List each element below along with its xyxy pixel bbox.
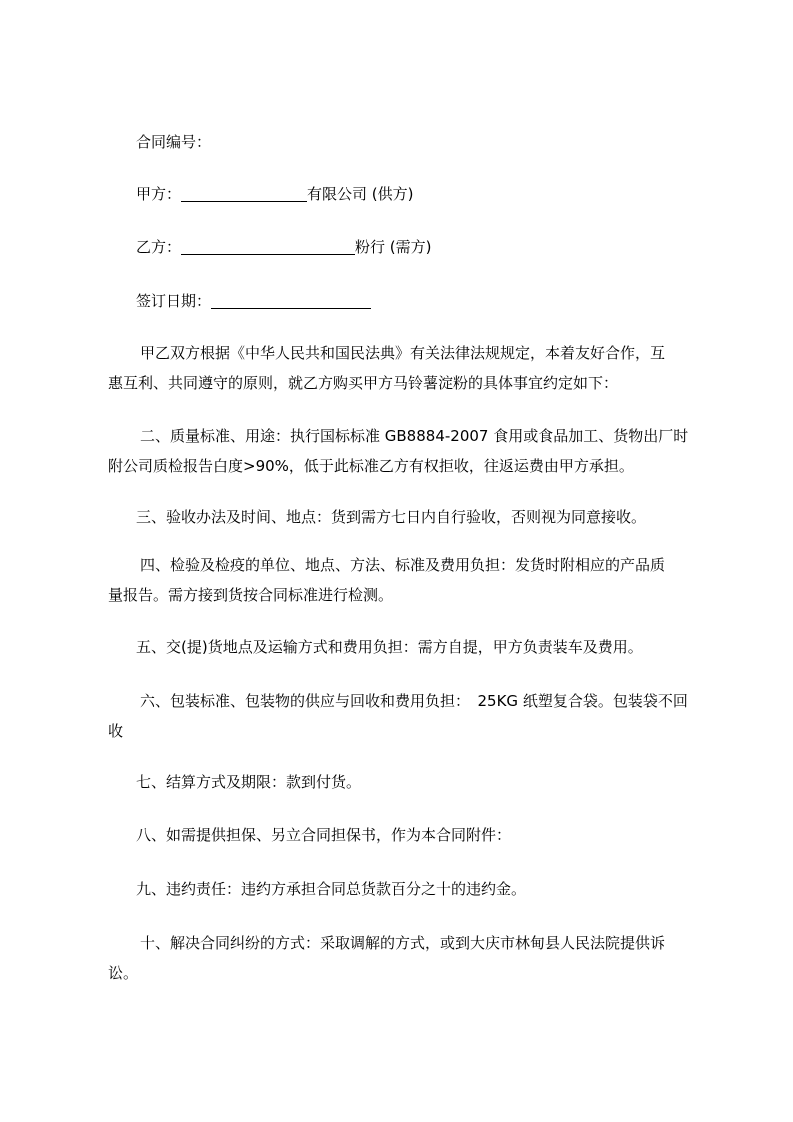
clause-7-line-1: 七、结算方式及期限：款到付货。 — [136, 773, 362, 791]
clause-4-line-2: 量报告。需方接到货按合同标准进行检测。 — [108, 586, 394, 604]
clause-10-line-2: 讼。 — [108, 964, 139, 982]
sign-date-label: 签订日期： — [136, 292, 212, 310]
clause-2-line-1: 二、质量标准、用途：执行国标标准 GB8884-2007 食用或食品加工、货物出厂时 — [140, 427, 689, 445]
party-a-line — [136, 184, 414, 204]
clause-2 — [108, 421, 702, 481]
clause-6 — [108, 686, 702, 746]
clause-7 — [108, 767, 702, 797]
party-b-blank-field[interactable] — [181, 238, 355, 255]
party-a-blank-field[interactable] — [181, 185, 307, 202]
clause-6-line-2: 收 — [108, 722, 124, 740]
clause-3 — [108, 502, 702, 532]
clause-8 — [108, 820, 702, 850]
clause-10-line-1: 十、解决合同纠纷的方式：采取调解的方式，或到大庆市林甸县人民法院提供诉 — [140, 934, 666, 952]
clause-8-line-1: 八、如需提供担保、另立合同担保书，作为本合同附件： — [136, 826, 512, 844]
clause-6-line-1: 六、包装标准、包装物的供应与回收和费用负担： 25KG 纸塑复合袋。包装袋不回 — [140, 692, 688, 710]
party-b-line — [136, 237, 432, 257]
clause-5 — [108, 632, 702, 662]
clause-4-line-1: 四、检验及检疫的单位、地点、方法、标准及费用负担：发货时附相应的产品质 — [140, 556, 666, 574]
clause-4 — [108, 550, 702, 610]
contract-number-line — [136, 132, 211, 152]
clause-10 — [108, 928, 702, 988]
sign-date-blank-field[interactable] — [211, 292, 371, 309]
clause-9-line-1: 九、违约责任：违约方承担合同总货款百分之十的违约金。 — [136, 880, 527, 898]
clause-2-line-2: 附公司质检报告白度>90%，低于此标准乙方有权拒收，往返运费由甲方承担。 — [108, 457, 634, 475]
contract-number-label: 合同编号： — [136, 133, 212, 151]
sign-date-line — [136, 291, 371, 311]
clause-3-line-1: 三、验收办法及时间、地点：货到需方七日内自行验收，否则视为同意接收。 — [136, 508, 647, 526]
intro-line-2: 惠互利、共同遵守的原则，就乙方购买甲方马铃薯淀粉的具体事宜约定如下： — [108, 374, 619, 392]
party-b-suffix: 粉行 (需方) — [355, 238, 432, 256]
clause-5-line-1: 五、交(提)货地点及运输方式和费用负担：需方自提，甲方负责装车及费用。 — [136, 638, 643, 656]
party-a-label: 甲方： — [136, 185, 182, 203]
intro-line-1: 甲乙双方根据《中华人民共和国民法典》有关法律法规规定，本着友好合作，互 — [140, 344, 666, 362]
party-a-suffix: 有限公司 (供方) — [307, 185, 414, 203]
party-b-label: 乙方： — [136, 238, 182, 256]
intro-paragraph — [108, 338, 702, 398]
clause-9 — [108, 874, 702, 904]
